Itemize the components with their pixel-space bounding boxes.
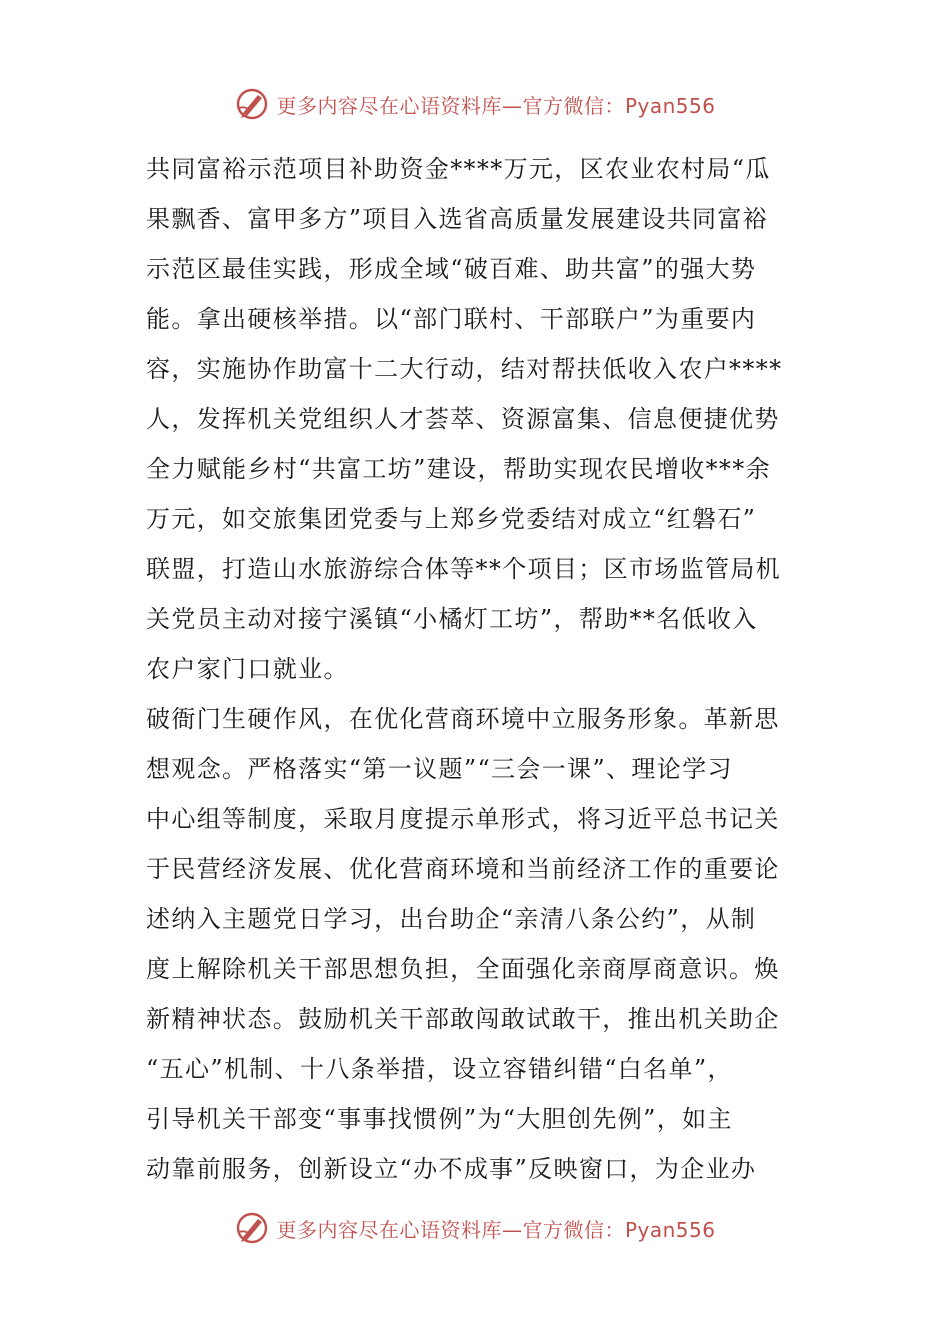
text-line: 能。拿出硬核举措。以“部门联村、干部联户”为重要内 [146,305,757,333]
text-line: 破衙门生硬作风，在优化营商环境中立服务形象。革新思 [146,705,780,733]
watermark-text: 更多内容尽在心语资料库—官方微信：Pyan556 [276,93,716,118]
header-watermark [0,84,950,124]
text-line: 中心组等制度，采取月度提示单形式，将习近平总书记关 [146,805,780,833]
text-line: 联盟，打造山水旅游综合体等**个项目；区市场监管局机 [146,555,782,583]
text-line: 述纳入主题党日学习，出台助企“亲清八条公约”，从制 [146,905,757,933]
text-line: 共同富裕示范项目补助资金****万元，区农业农村局“瓜 [146,155,771,183]
text-line: 农户家门口就业。 [146,655,349,683]
text-line: 全力赋能乡村“共富工坊”建设，帮助实现农民增收***余 [146,455,771,483]
text-line: 容，实施协作助富十二大行动，结对帮扶低收入农户**** [146,355,783,383]
text-line: 度上解除机关干部思想负担，全面强化亲商厚商意识。焕 [146,955,780,983]
paragraph-1 [146,144,806,694]
text-line: 关党员主动对接宁溪镇“小橘灯工坊”，帮助**名低收入 [146,605,758,633]
text-line: 果飘香、富甲多方”项目入选省高质量发展建设共同富裕 [146,205,769,233]
paragraph-2 [146,694,806,1194]
text-line: 新精神状态。鼓励机关干部敢闯敢试敢干，推出机关助企 [146,1005,780,1033]
text-line: 万元，如交旅集团党委与上郑乡党委结对成立“红磐石” [146,505,757,533]
text-line: 示范区最佳实践，形成全域“破百难、助共富”的强大势 [146,255,757,283]
text-line: “五心”机制、十八条举措，设立容错纠错“白名单”， [146,1055,733,1083]
text-line: 人，发挥机关党组织人才荟萃、资源富集、信息便捷优势 [146,405,780,433]
text-line: 想观念。严格落实“第一议题”“三会一课”、理论学习 [146,755,733,783]
text-line: 于民营经济发展、优化营商环境和当前经济工作的重要论 [146,855,780,883]
text-line: 引导机关干部变“事事找惯例”为“大胆创先例”，如主 [146,1105,733,1133]
text-line: 动靠前服务，创新设立“办不成事”反映窗口，为企业办 [146,1155,757,1183]
pen-seal-icon [234,1210,270,1246]
footer-watermark [0,1208,950,1248]
pen-seal-icon [234,86,270,122]
watermark-text: 更多内容尽在心语资料库—官方微信：Pyan556 [276,1217,716,1242]
document-body [146,144,806,1194]
